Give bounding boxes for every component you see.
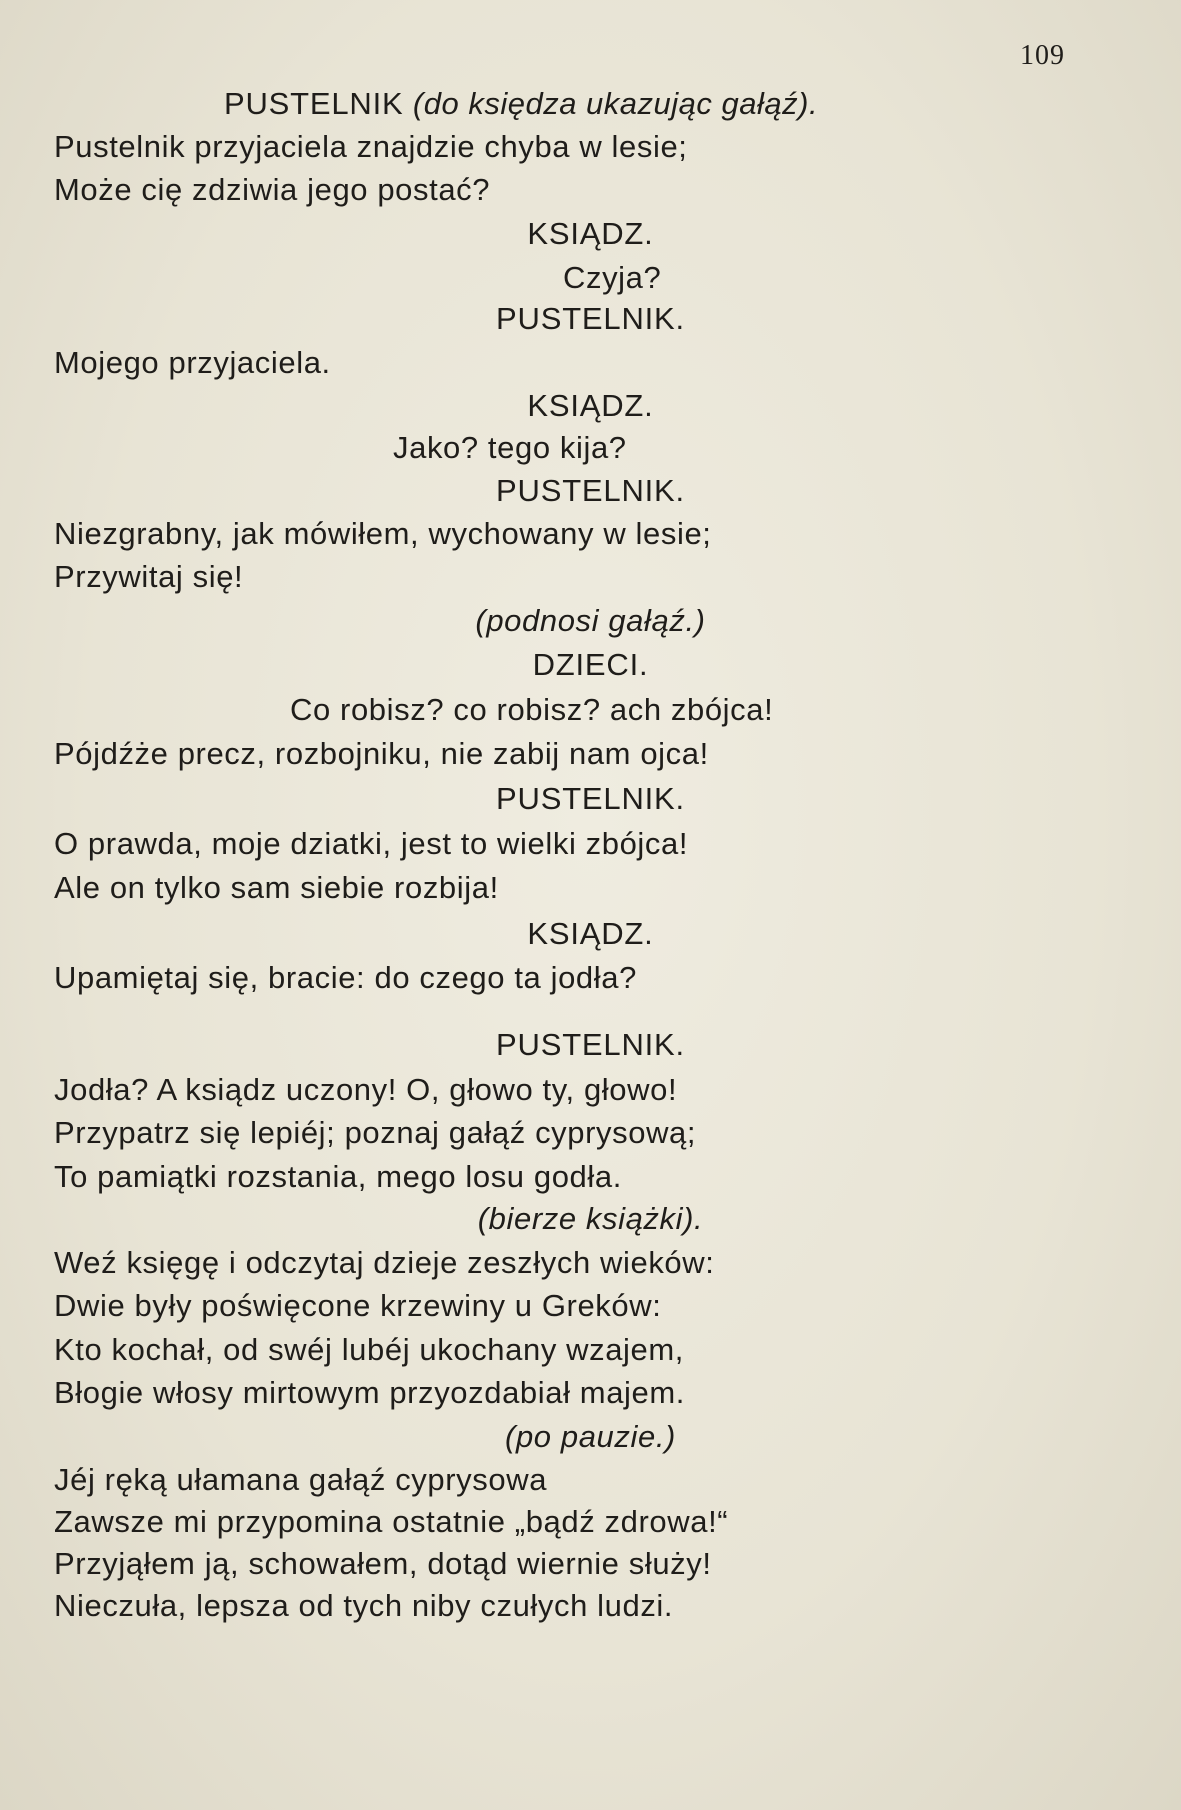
speaker-heading: KSIĄDZ. — [527, 916, 654, 951]
verse-line: Co robisz? co robisz? ach zbójca! — [290, 692, 774, 727]
verse-line: Niezgrabny, jak mówiłem, wychowany w lesie; — [54, 516, 712, 551]
verse-line: Jéj ręką ułamana gałąź cyprysowa — [54, 1462, 548, 1497]
speaker-heading: PUSTELNIK. — [496, 1027, 685, 1062]
stage-direction: (do księdza ukazując gałąź). — [412, 86, 819, 121]
stage-direction: (podnosi gałąź.) — [475, 603, 706, 638]
verse-line: Kto kochał, od swéj lubéj ukochany wzajem, — [54, 1332, 685, 1367]
speaker-heading: KSIĄDZ. — [527, 216, 654, 251]
verse-line: Czyja? — [563, 260, 662, 295]
page-number: 109 — [1020, 40, 1065, 71]
verse-line: Jodła? A ksiądz uczony! O, głowo ty, głowo! — [54, 1072, 678, 1107]
verse-line: Błogie włosy mirtowym przyozdabiał majem. — [54, 1375, 686, 1410]
verse-line: Mojego przyjaciela. — [54, 345, 331, 380]
speaker-heading: PUSTELNIK. — [496, 781, 685, 816]
speaker-name: PUSTELNIK — [224, 86, 404, 121]
verse-line: Jako? tego kija? — [393, 430, 627, 465]
verse-line: Przyjąłem ją, schowałem, dotąd wiernie służy! — [54, 1546, 712, 1581]
verse-line: Dwie były poświęcone krzewiny u Greków: — [54, 1288, 662, 1323]
verse-line: Ale on tylko sam siebie rozbija! — [54, 870, 499, 905]
verse-line: Pustelnik przyjaciela znajdzie chyba w lesie; — [54, 129, 688, 164]
verse-line: Zawsze mi przypomina ostatnie „bądź zdrowa!“ — [54, 1504, 729, 1539]
verse-line: Upamiętaj się, bracie: do czego ta jodła? — [54, 960, 637, 995]
verse-line: To pamiątki rozstania, mego losu godła. — [54, 1159, 622, 1194]
speaker-heading: PUSTELNIK. — [496, 301, 685, 336]
speaker-line-pustelnik-direction — [224, 86, 818, 122]
verse-line: Przypatrz się lepiéj; poznaj gałąź cyprysową; — [54, 1115, 697, 1150]
stage-direction: (po pauzie.) — [505, 1419, 676, 1454]
verse-line: Może cię zdziwia jego postać? — [54, 172, 491, 207]
verse-line: O prawda, moje dziatki, jest to wielki zbójca! — [54, 826, 689, 861]
speaker-heading: PUSTELNIK. — [496, 473, 685, 508]
speaker-heading: DZIECI. — [532, 647, 649, 682]
verse-line: Nieczuła, lepsza od tych niby czułych ludzi. — [54, 1588, 674, 1623]
verse-line: Przywitaj się! — [54, 559, 244, 594]
speaker-heading: KSIĄDZ. — [527, 388, 654, 423]
verse-line: Pójdźże precz, rozbojniku, nie zabij nam ojca! — [54, 736, 709, 771]
stage-direction: (bierze książki). — [477, 1201, 704, 1236]
verse-line: Weź księgę i odczytaj dzieje zeszłych wieków: — [54, 1245, 715, 1280]
